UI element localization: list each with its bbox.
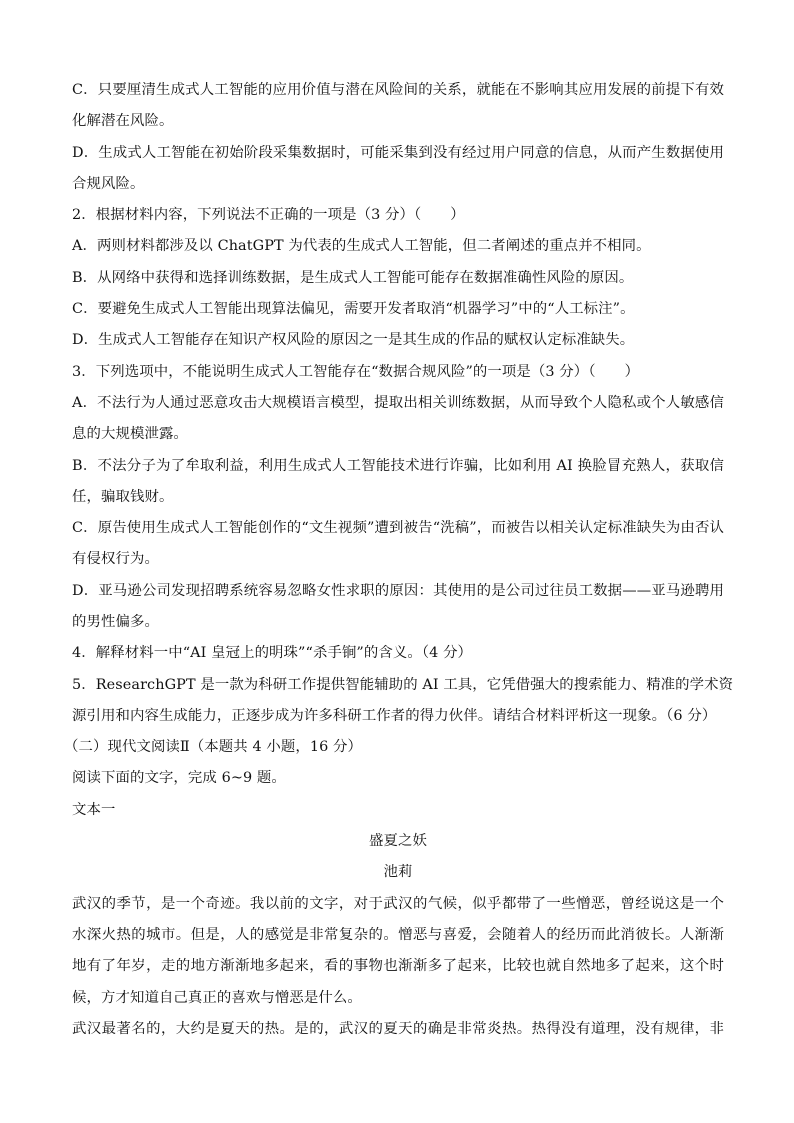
question-3: 3．下列选项中，不能说明生成式人工智能存在“数据合规风险”的一项是（3 分）（ ）: [72, 364, 640, 380]
section-heading: （二）现代文阅读Ⅱ（本题共 4 小题，16 分）: [64, 739, 363, 755]
q3-option-d-line-1: D．亚马逊公司发现招聘系统容易忽略女性求职的原因：其使用的是公司过往员工数据——亚马逊聘用: [72, 583, 724, 599]
q2-option-b: B．从网络中获得和选择训练数据，是生成式人工智能可能存在数据准确性风险的原因。: [72, 270, 634, 286]
q3-option-c-line-2: 有侵权行为。: [72, 551, 159, 567]
text-one-label: 文本一: [72, 802, 116, 818]
article-paragraph-1-line-4: 候，方才知道自己真正的喜欢与憎恶是什么。: [72, 990, 362, 1006]
article-paragraph-1-line-2: 水深火热的城市。但是，人的感觉是非常复杂的。憎恶与喜爱，会随着人的经历而此消彼长。人渐渐: [72, 927, 724, 943]
option-c-line-1: C．只要厘清生成式人工智能的应用价值与潜在风险间的关系，就能在不影响其应用发展的前提下有效: [72, 82, 724, 98]
option-d-line-2: 合规风险。: [72, 176, 145, 192]
question-4: 4．解释材料一中“AI 皇冠上的明珠”“杀手锏”的含义。（4 分）: [72, 645, 473, 661]
q3-option-d-line-2: 的男性偏多。: [72, 614, 159, 630]
q2-option-c: C．要避免生成式人工智能出现算法偏见，需要开发者取消“机器学习”中的“人工标注”。: [72, 301, 635, 317]
q2-option-a: A．两则材料都涉及以 ChatGPT 为代表的生成式人工智能，但二者阐述的重点并不相同。: [72, 238, 651, 254]
q3-option-c-line-1: C．原告使用生成式人工智能创作的“文生视频”遭到被告“洗稿”，而被告以相关认定标准缺失为由否认: [72, 520, 724, 536]
option-c-line-2: 化解潜在风险。: [72, 113, 174, 129]
question-2: 2．根据材料内容，下列说法不正确的一项是（3 分）（ ）: [72, 207, 465, 223]
q3-option-b-line-2: 任，骗取钱财。: [72, 489, 174, 505]
reading-instruction: 阅读下面的文字，完成 6~9 题。: [72, 770, 286, 786]
question-5-line-1: 5．ResearchGPT 是一款为科研工作提供智能辅助的 AI 工具，它凭借强大的搜索能力、精准的学术资: [72, 677, 734, 693]
article-author: 池莉: [383, 864, 413, 880]
q3-option-b-line-1: B．不法分子为了牟取利益，利用生成式人工智能技术进行诈骗，比如利用 AI 换脸冒充熟人，获取信: [72, 458, 724, 474]
article-paragraph-1-line-1: 武汉的季节，是一个奇迹。我以前的文字，对于武汉的气候，似乎都带了一些憎恶，曾经说这是一个: [72, 896, 724, 912]
option-d-line-1: D．生成式人工智能在初始阶段采集数据时，可能采集到没有经过用户同意的信息，从而产生数据使用: [72, 145, 724, 161]
q3-option-a-line-2: 息的大规模泄露。: [72, 426, 188, 442]
article-paragraph-2-line-1: 武汉最著名的，大约是夏天的热。是的，武汉的夏天的确是非常炎热。热得没有道理，没有规律，非: [72, 1021, 724, 1037]
question-5-line-2: 源引用和内容生成能力，正逐步成为许多科研工作者的得力伙伴。请结合材料评析这一现象。（6 分）: [72, 708, 717, 724]
article-paragraph-1-line-3: 地有了年岁，走的地方渐渐地多起来，看的事物也渐渐多了起来，比较也就自然地多了起来，这个时: [72, 958, 724, 974]
q2-option-d: D．生成式人工智能存在知识产权风险的原因之一是其生成的作品的赋权认定标准缺失。: [72, 332, 635, 348]
article-title: 盛夏之妖: [369, 833, 427, 849]
q3-option-a-line-1: A．不法行为人通过恶意攻击大规模语言模型，提取出相关训练数据，从而导致个人隐私或个人敏感信: [72, 395, 724, 411]
